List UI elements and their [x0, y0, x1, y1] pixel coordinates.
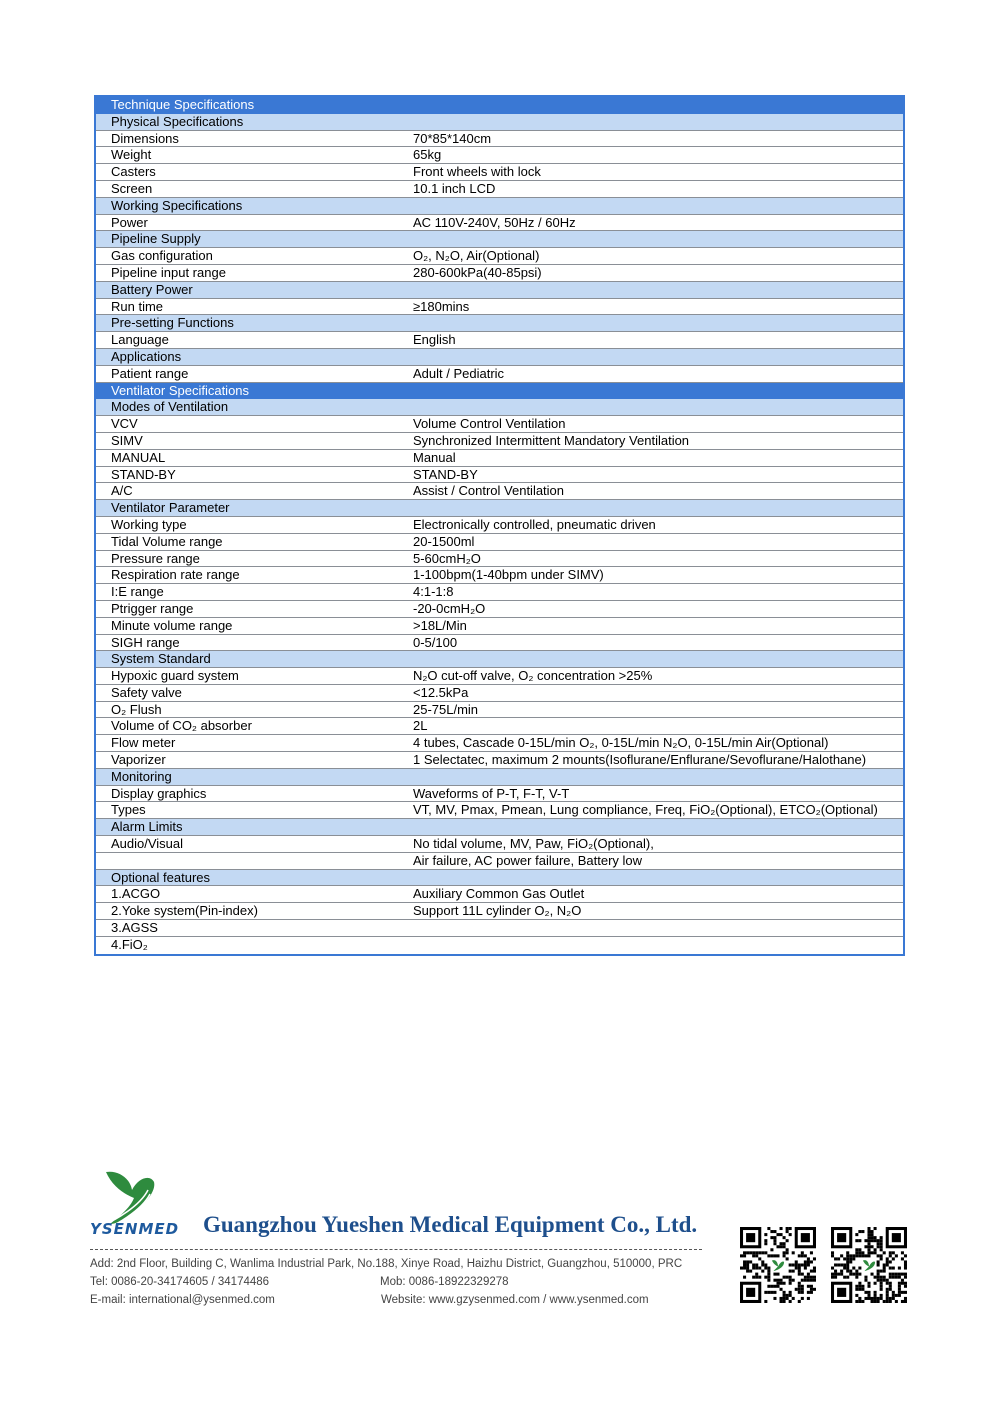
spec-label: Respiration rate range [111, 567, 240, 583]
spec-value: N₂O cut-off valve, O₂ concentration >25% [413, 668, 653, 684]
spec-value [413, 399, 903, 415]
table-row [96, 635, 903, 652]
spec-label: SIMV [111, 432, 143, 448]
spec-label: Pressure range [111, 550, 200, 566]
table-row [96, 332, 903, 349]
spec-value: 5-60cmH₂O [413, 550, 481, 566]
spec-value: No tidal volume, MV, Paw, FiO₂(Optional), [413, 836, 654, 852]
spec-value [413, 114, 903, 130]
spec-value: Waveforms of P-T, F-T, V-T [413, 785, 570, 801]
spec-label: 3.AGSS [111, 920, 158, 936]
specifications-table [94, 95, 905, 956]
table-row [96, 265, 903, 282]
table-row [96, 467, 903, 484]
spec-value: O₂, N₂O, Air(Optional) [413, 248, 540, 264]
spec-value: <12.5kPa [413, 684, 469, 700]
spec-value: Electronically controlled, pneumatic driven [413, 516, 656, 532]
table-row [96, 164, 903, 181]
spec-value: Volume Control Ventilation [413, 416, 566, 432]
spec-value: VT, MV, Pmax, Pmean, Lung compliance, Freq, FiO₂(Optional), ETCO₂(Optional) [413, 802, 878, 818]
spec-label: Ventilator Parameter [111, 500, 230, 516]
spec-label: Hypoxic guard system [111, 668, 239, 684]
spec-label: Minute volume range [111, 617, 233, 633]
spec-value [413, 651, 903, 667]
spec-label: STAND-BY [111, 466, 176, 482]
brand-name: YSENMED [90, 1220, 180, 1238]
spec-label: A/C [111, 483, 133, 499]
spec-label [96, 853, 413, 869]
spec-value: 65kg [413, 147, 442, 163]
spec-value: Adult / Pediatric [413, 365, 505, 381]
spec-value [413, 349, 903, 365]
spec-label: Types [111, 802, 146, 818]
table-row [96, 433, 903, 450]
spec-label: Modes of Ventilation [111, 399, 229, 415]
address: Add: 2nd Floor, Building C, Wanlima Industrial Park, No.188, Xinye Road, Haizhu District, Guangzhou, 510000, PRC [90, 1258, 683, 1270]
telephone: Tel: 0086-20-34174605 / 34174486 [90, 1276, 270, 1288]
spec-label: Casters [111, 164, 156, 180]
spec-label: Working Specifications [111, 197, 243, 213]
spec-value: Air failure, AC power failure, Battery low [413, 852, 643, 868]
spec-label: Ptrigger range [111, 600, 194, 616]
spec-value: 2L [413, 718, 428, 734]
spec-label: Pipeline input range [111, 264, 226, 280]
spec-value [413, 500, 903, 516]
subsection-header [96, 500, 903, 517]
spec-value: AC 110V-240V, 50Hz / 60Hz [413, 214, 576, 230]
spec-label: Optional features [111, 869, 211, 885]
spec-value: Support 11L cylinder O₂, N₂O [413, 903, 582, 919]
table-row [96, 215, 903, 232]
spec-value: English [413, 332, 456, 348]
company-name: Guangzhou Yueshen Medical Equipment Co., Ltd. [203, 1212, 698, 1237]
spec-value: 1 Selectatec, maximum 2 mounts(Isoflurane/Enflurane/Sevoflurane/Halothane) [413, 752, 867, 768]
table-row [96, 937, 903, 954]
spec-label: Language [111, 332, 169, 348]
spec-label: I:E range [111, 584, 164, 600]
spec-value: 280-600kPa(40-85psi) [413, 264, 542, 280]
subsection-header [96, 399, 903, 416]
spec-label: System Standard [111, 651, 211, 667]
spec-value [413, 315, 903, 331]
spec-label: Gas configuration [111, 248, 213, 264]
spec-value: Assist / Control Ventilation [413, 483, 565, 499]
mobile: Mob: 0086-18922329278 [380, 1276, 509, 1288]
subsection-header [96, 819, 903, 836]
table-row [96, 181, 903, 198]
spec-value: 20-1500ml [413, 533, 475, 549]
spec-label: Weight [111, 147, 152, 163]
qr-code-icon [740, 1227, 816, 1303]
spec-label: Flow meter [111, 735, 176, 751]
table-row [96, 517, 903, 534]
spec-label: Patient range [111, 365, 189, 381]
table-row [96, 534, 903, 551]
spec-label: SIGH range [111, 634, 180, 650]
spec-value: 10.1 inch LCD [413, 180, 496, 196]
email: E-mail: international@ysenmed.com [90, 1294, 275, 1306]
table-row [96, 299, 903, 316]
spec-value: 0-5/100 [413, 634, 458, 650]
table-row [96, 920, 903, 937]
spec-label: Volume of CO₂ absorber [111, 718, 252, 734]
table-row [96, 416, 903, 433]
spec-value: 70*85*140cm [413, 130, 492, 146]
spec-label: VCV [111, 416, 138, 432]
subsection-header [96, 315, 903, 332]
table-row [96, 450, 903, 467]
table-row [96, 718, 903, 735]
spec-value: Auxiliary Common Gas Outlet [413, 886, 585, 902]
spec-label: Battery Power [111, 281, 193, 297]
table-row [96, 668, 903, 685]
subsection-header [96, 282, 903, 299]
spec-label: Monitoring [111, 768, 172, 784]
spec-label: Display graphics [111, 785, 207, 801]
spec-value [413, 231, 903, 247]
spec-label: Physical Specifications [111, 113, 244, 129]
qr-code-icon [831, 1227, 907, 1303]
spec-value: 25-75L/min [413, 701, 479, 717]
spec-value: Synchronized Intermittent Mandatory Ventilation [413, 432, 690, 448]
table-row [96, 702, 903, 719]
spec-value [413, 920, 903, 936]
spec-label: Pipeline Supply [111, 231, 201, 247]
spec-label: O₂ Flush [111, 701, 162, 717]
spec-value: ≥180mins [413, 298, 470, 314]
subsection-header [96, 114, 903, 131]
section-header [96, 383, 903, 400]
table-row [96, 752, 903, 769]
subsection-header [96, 769, 903, 786]
table-row [96, 567, 903, 584]
spec-label: Alarm Limits [111, 819, 183, 835]
spec-value [413, 819, 903, 835]
divider [90, 1249, 702, 1250]
spec-label: Run time [111, 298, 164, 314]
table-row [96, 584, 903, 601]
table-row [96, 147, 903, 164]
spec-value: 1-100bpm(1-40bpm under SIMV) [413, 567, 604, 583]
spec-value [413, 198, 903, 214]
spec-label: Technique Specifications [111, 97, 255, 112]
spec-value: 4:1-1:8 [413, 584, 454, 600]
subsection-header [96, 231, 903, 248]
table-row [96, 836, 903, 853]
spec-value: >18L/Min [413, 617, 467, 633]
table-row [96, 886, 903, 903]
table-row [96, 685, 903, 702]
subsection-header [96, 198, 903, 215]
spec-label: 4.FiO₂ [111, 936, 148, 952]
table-row [96, 903, 903, 920]
table-row [96, 853, 903, 870]
subsection-header [96, 651, 903, 668]
table-row [96, 601, 903, 618]
spec-value: Front wheels with lock [413, 164, 541, 180]
table-row [96, 483, 903, 500]
website: Website: www.gzysenmed.com / www.ysenmed.com [381, 1294, 649, 1306]
spec-label: Applications [111, 348, 182, 364]
spec-label: 2.Yoke system(Pin-index) [111, 903, 258, 919]
spec-value [413, 383, 903, 399]
spec-label: Working type [111, 516, 187, 532]
spec-label: Audio/Visual [111, 836, 184, 852]
table-row [96, 131, 903, 148]
spec-value: Manual [413, 449, 456, 465]
subsection-header [96, 349, 903, 366]
table-row [96, 735, 903, 752]
spec-label: Dimensions [111, 130, 179, 146]
spec-label: Tidal Volume range [111, 533, 223, 549]
spec-label: Safety valve [111, 684, 182, 700]
spec-value: -20-0cmH₂O [413, 600, 486, 616]
table-row [96, 366, 903, 383]
table-row [96, 786, 903, 803]
section-header [96, 97, 903, 114]
spec-label: Vaporizer [111, 752, 166, 768]
spec-label: Power [111, 214, 148, 230]
spec-value [413, 282, 903, 298]
spec-label: Screen [111, 180, 153, 196]
table-row [96, 551, 903, 568]
table-row [96, 248, 903, 265]
spec-value [413, 769, 903, 785]
spec-value: STAND-BY [413, 466, 478, 482]
subsection-header [96, 870, 903, 887]
table-row [96, 618, 903, 635]
spec-label: Ventilator Specifications [111, 382, 250, 398]
spec-label: Pre-setting Functions [111, 315, 234, 331]
spec-label: 1.ACGO [111, 886, 161, 902]
spec-value: 4 tubes, Cascade 0-15L/min O₂, 0-15L/min N₂O, 0-15L/min Air(Optional) [413, 735, 829, 751]
spec-label: MANUAL [111, 449, 166, 465]
spec-value [413, 870, 903, 886]
table-row [96, 802, 903, 819]
spec-value [413, 937, 903, 954]
spec-value [413, 97, 903, 113]
